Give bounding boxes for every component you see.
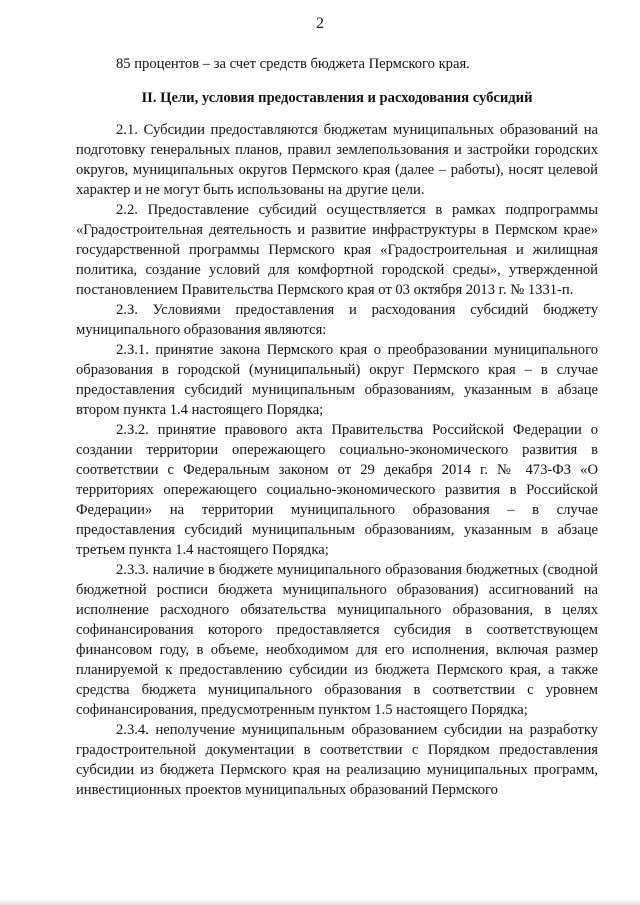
paragraph-2-3-3: 2.3.3. наличие в бюджете муниципального образования бюджетных (сводной бюджетной росписи бюджета муниципального образования) ассигнований на исполнение расходного обязательства муниципального образования, в целях софинансирования которого предоставляется субсидия в соответствующем финансовом году, в объеме, необходимом для его исполнения, включая размер планируемой к предоставлению субсидии из бюджета Пермского края, а также средства бюджета муниципального образования в соответствии с уровнем софинансирования, предусмотренным пунктом 1.5 настоящего Порядка;: [76, 562, 598, 718]
document-body: [76, 54, 598, 800]
lead-line: 85 процентов – за счет средств бюджета Пермского края.: [116, 56, 470, 72]
paragraph-2-1: 2.1. Субсидии предоставляются бюджетам муниципальных образований на подготовку генеральных планов, правил землепользования и застройки городских округов, муниципальных округов Пермского края (далее – работы), носят целевой характер и не могут быть использованы на другие цели.: [76, 122, 598, 198]
scan-bottom-edge: [0, 899, 640, 905]
paragraph-2-3-2: 2.3.2. принятие правового акта Правительства Российской Федерации о создании территории опережающего социально-экономического развития в соответствии с Федеральным законом от 29 декабря 2014 г. № 473-ФЗ «О территориях опережающего социально-экономического развития в Российской Федерации» на территории муниципального образования – в случае предоставления субсидий муниципальным образованиям, указанным в абзаце третьем пункта 1.4 настоящего Порядка;: [76, 422, 598, 558]
page-number: 2: [316, 15, 324, 32]
section-title: II. Цели, условия предоставления и расходования субсидий: [141, 90, 533, 106]
paragraph-2-3-1: 2.3.1. принятие закона Пермского края о преобразовании муниципального образования в городской (муниципальный) округ Пермского края – в случае предоставления субсидий муниципальным образованиям, указанным в абзаце втором пункта 1.4 настоящего Порядка;: [76, 342, 598, 418]
paragraph-2-3-4: 2.3.4. неполучение муниципальным образованием субсидии на разработку градостроительной документации в соответствии с Порядком предоставления субсидии из бюджета Пермского края на реализацию муниципальных программ, инвестиционных проектов муниципальных образований Пермского: [76, 722, 598, 798]
paragraph-2-2: 2.2. Предоставление субсидий осуществляется в рамках подпрограммы «Градостроительная деятельность и развитие инфраструктуры в Пермском крае» государственной программы Пермского края «Градостроительная и жилищная политика, создание условий для комфортной городской среды», утвержденной постановлением Правительства Пермского края от 03 октября 2013 г. № 1331-п.: [76, 202, 598, 298]
paragraph-2-3: 2.3. Условиями предоставления и расходования субсидий бюджету муниципального образования являются:: [76, 302, 598, 338]
